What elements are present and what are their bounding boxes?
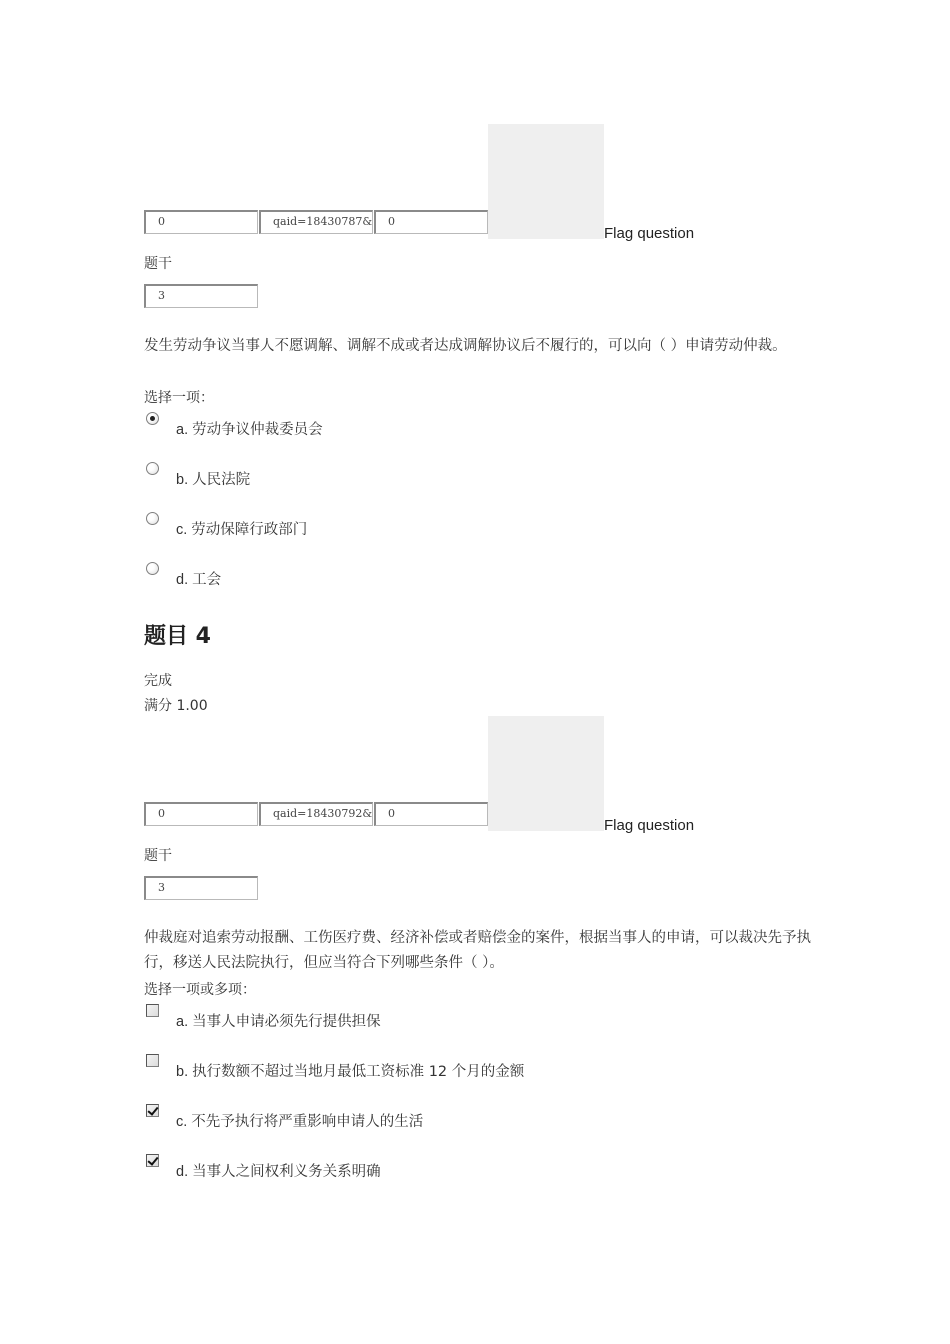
radio-option-a[interactable]: [146, 412, 159, 425]
option-letter: c.: [176, 1114, 188, 1130]
hidden-field-flagged[interactable]: 0: [374, 210, 488, 234]
checkbox-option-b[interactable]: [146, 1054, 159, 1067]
flag-question-link[interactable]: Flag question: [604, 225, 695, 242]
option-text: 劳动保障行政部门: [191, 522, 308, 538]
option-b-label[interactable]: [176, 468, 250, 489]
option-b-label[interactable]: [176, 1060, 524, 1081]
hidden-field-qaid[interactable]: qaid=18430792&: [259, 802, 373, 826]
option-text: 人民法院: [192, 472, 251, 488]
question-text: 仲裁庭对追索劳动报酬、工伤医疗费、经济补偿或者赔偿金的案件，根据当事人的申请，可以裁决先予执行，移送人民法院执行，但应当符合下列哪些条件（ ）。: [144, 930, 811, 971]
stem-field[interactable]: 3: [144, 876, 258, 900]
question-grade: 满分 1.00: [144, 698, 208, 714]
radio-option-c[interactable]: [146, 512, 159, 525]
option-d-label[interactable]: [176, 568, 221, 589]
checkbox-option-c[interactable]: [146, 1104, 159, 1117]
checkbox-option-d[interactable]: [146, 1154, 159, 1167]
option-letter: a.: [176, 1014, 189, 1030]
option-text: 不先予执行将严重影响申请人的生活: [191, 1114, 424, 1130]
answer-prompt: 选择一项：: [144, 390, 214, 406]
option-c-label[interactable]: [176, 518, 307, 539]
checkbox-option-a[interactable]: [146, 1004, 159, 1017]
radio-option-d[interactable]: [146, 562, 159, 575]
option-text: 劳动争议仲裁委员会: [192, 422, 323, 438]
option-text: 执行数额不超过当地月最低工资标准 12 个月的金额: [192, 1064, 525, 1080]
stem-label: 题干: [144, 848, 172, 864]
option-letter: b.: [176, 1064, 189, 1080]
flag-image-placeholder: [488, 124, 604, 239]
hidden-field-sequence[interactable]: 0: [144, 802, 258, 826]
option-text: 当事人申请必须先行提供担保: [192, 1014, 381, 1030]
stem-field[interactable]: 3: [144, 284, 258, 308]
option-d-label[interactable]: [176, 1160, 381, 1181]
radio-option-b[interactable]: [146, 462, 159, 475]
option-text: 工会: [192, 572, 222, 588]
option-letter: b.: [176, 472, 189, 488]
flag-question-link[interactable]: Flag question: [604, 817, 695, 834]
option-text: 当事人之间权利义务关系明确: [192, 1164, 381, 1180]
question-text: 发生劳动争议当事人不愿调解、调解不成或者达成调解协议后不履行的，可以向（ ）申请劳动仲裁。: [144, 338, 787, 354]
option-a-label[interactable]: [176, 1010, 381, 1031]
question-status: 完成: [144, 673, 172, 689]
stem-label: 题干: [144, 256, 172, 272]
hidden-field-sequence[interactable]: 0: [144, 210, 258, 234]
option-letter: d.: [176, 1164, 189, 1180]
question-heading: 题目 4: [144, 624, 211, 649]
option-letter: a.: [176, 422, 189, 438]
flag-image-placeholder: [488, 716, 604, 831]
hidden-field-qaid[interactable]: qaid=18430787&: [259, 210, 373, 234]
answer-prompt: 选择一项或多项：: [144, 982, 256, 998]
option-letter: c.: [176, 522, 188, 538]
option-c-label[interactable]: [176, 1110, 423, 1131]
option-a-label[interactable]: [176, 418, 323, 439]
option-letter: d.: [176, 572, 189, 588]
hidden-field-flagged[interactable]: 0: [374, 802, 488, 826]
